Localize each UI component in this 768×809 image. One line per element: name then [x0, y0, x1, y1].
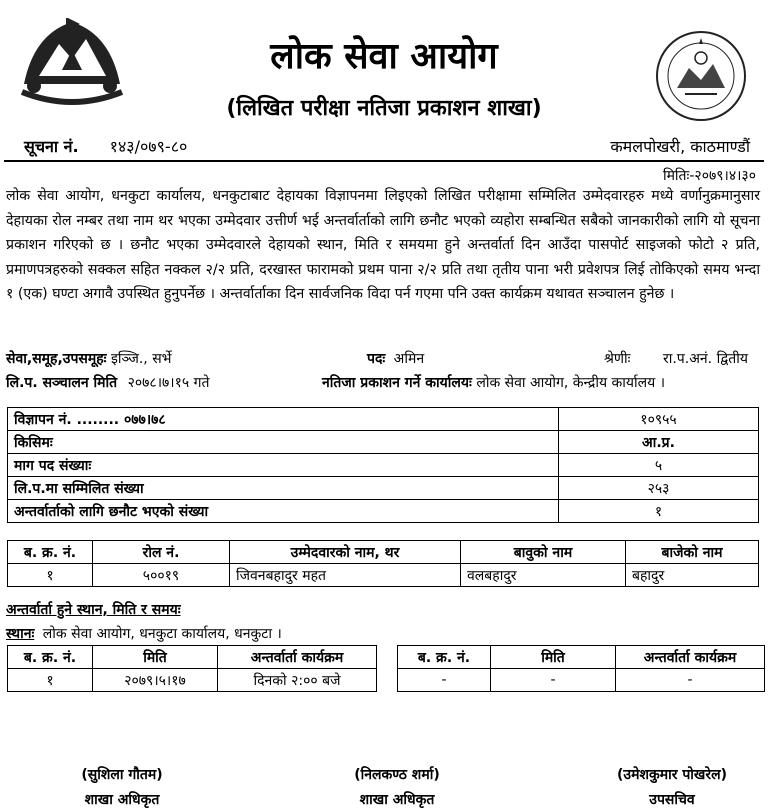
col-header: ब. क्र. नं. — [8, 646, 93, 669]
service-label: सेवा,समूह,उपसमूहः — [6, 351, 107, 367]
exam-date-value: २०७८।७।१५ गते — [127, 375, 210, 391]
cell-serial: १ — [8, 564, 93, 587]
signatory-title: शाखा अधिकृत — [84, 792, 160, 808]
signatory-name: (सुशिला गौतम) — [81, 767, 163, 783]
summary-value: १ — [559, 500, 759, 523]
table-header-row — [398, 646, 765, 669]
signatory-name: (उमेशकुमार पोखरेल) — [617, 767, 727, 783]
cell-serial: - — [398, 669, 491, 692]
post-value: अमिन — [393, 351, 425, 367]
cell-father-name: वलबहादुर — [461, 564, 626, 587]
col-header: ब. क्र. नं. — [398, 646, 491, 669]
col-header: मिति — [491, 646, 616, 669]
post — [367, 349, 424, 368]
cell-serial: १ — [8, 669, 93, 692]
cell-grandfather-name: बहादुर — [626, 564, 759, 587]
table-row — [8, 669, 377, 692]
cell-date: २०७९।५।१७ — [93, 669, 218, 692]
table-row — [398, 669, 765, 692]
page-subtitle: (लिखित परीक्षा नतिजा प्रकाशन शाखा) — [226, 96, 542, 121]
notice-value: १४३/०७९-८० — [109, 137, 188, 156]
cell-roll: ५००१९ — [93, 564, 230, 587]
summary-value: १०९५५ — [559, 408, 759, 431]
col-header: उम्मेदवारको नाम, थर — [230, 541, 461, 564]
signatory-title: शाखा अधिकृत — [359, 792, 435, 808]
summary-label: लि.प.मा सम्मिलित संख्या — [8, 477, 559, 500]
page-title: लोक सेवा आयोग — [270, 36, 498, 77]
summary-label: अन्तर्वार्ताको लागि छनौट भएको संख्या — [8, 500, 559, 523]
summary-label: माग पद संख्याः — [8, 454, 559, 477]
signature-block — [297, 765, 497, 809]
summary-value: आ.प्र. — [559, 431, 759, 454]
cell-date: - — [491, 669, 616, 692]
office-value: लोक सेवा आयोग, केन्द्रीय कार्यालय । — [476, 375, 666, 391]
col-header: अन्तर्वार्ता कार्यक्रम — [616, 646, 765, 669]
table-row — [8, 500, 759, 523]
col-header: अन्तर्वार्ता कार्यक्रम — [218, 646, 377, 669]
table-row — [8, 431, 759, 454]
office-label: नतिजा प्रकाशन गर्ने कार्यालयः — [322, 375, 472, 391]
cell-schedule: दिनको २:०० बजे — [218, 669, 377, 692]
table-row — [8, 477, 759, 500]
col-header: बाजेको नाम — [626, 541, 759, 564]
service-value: इञ्जि., सर्भे — [110, 351, 172, 367]
col-header: मिति — [93, 646, 218, 669]
table-row — [8, 408, 759, 431]
interview-table-left — [7, 645, 377, 692]
col-header: ब. क्र. नं. — [8, 541, 93, 564]
notice-number — [24, 135, 187, 157]
notice-label: सूचना नं. — [24, 137, 79, 156]
interview-table-right — [397, 645, 765, 692]
col-header: रोल नं. — [93, 541, 230, 564]
summary-value: ५ — [559, 454, 759, 477]
table-header-row — [8, 646, 377, 669]
exam-date — [6, 373, 209, 392]
signatory-title: उपसचिव — [649, 792, 695, 808]
table-row — [8, 564, 759, 587]
cell-candidate-name: जिवनबहादुर महत — [230, 564, 461, 587]
exam-date-label: लि.प. सञ्चालन मिति — [6, 375, 118, 391]
place-text: कमलपोखरी, काठमाण्डौं — [610, 137, 750, 156]
cell-schedule: - — [616, 669, 765, 692]
signatory-name: (निलकण्ठ शर्मा) — [354, 767, 440, 783]
summary-label: विज्ञापन नं. ........ ०७७।७८ — [8, 408, 559, 431]
service-group — [6, 349, 172, 368]
interview-heading: अन्तर्वार्ता हुने स्थान, मिति र समयः — [6, 602, 181, 618]
summary-value: २५३ — [559, 477, 759, 500]
col-header: बावुको नाम — [461, 541, 626, 564]
table-row — [8, 454, 759, 477]
location-value: लोक सेवा आयोग, धनकुटा कार्यालय, धनकुटा । — [42, 626, 282, 642]
result-office — [322, 373, 665, 392]
table-header-row — [8, 541, 759, 564]
notice-date: मितिः-२०७९।४।३० — [662, 168, 756, 184]
notice-paragraph: लोक सेवा आयोग, धनकुटा कार्यालय, धनकुटाबाट देहायका विज्ञापनमा लिइएको लिखित परीक्षामा सम्मिलित उम्मेदवारहरु मध्ये वर्णानुक्रमानुसार देहायका रोल नम्बर तथा नाम थर भएका उम्मेदवार उत्तीर्ण भई अन्तर्वार्ताको लागि छनौट भएको व्यहोरा सम्बन्धित सबैको जानकारीको लागि यो सूचना प्रकाशन गरिएको छ । छनौट भएका उम्मेदवारले देहायको स्थान, मिति र समयमा हुने अन्तर्वार्ता दिन आउँदा पासपोर्ट साइजको फोटो २ प्रति, प्रमाणपत्रहरुको सक्कल सहित नक्कल २/२ प्रति, दरखास्त फारामको प्रथम पाना २/२ प्रति तथा तृतीय पाना भरी प्रवेशपत्र लिई तोकिएको समय भन्दा १ (एक) घण्टा अगावै उपस्थित हुनुपर्नेछ । अन्तर्वार्ताका दिन सार्वजनिक विदा पर्न गएमा पनि उक्त कार्यक्रम यथावत सञ्चालन हुनेछ । — [6, 188, 760, 302]
summary-table — [7, 407, 759, 523]
signature-block — [572, 765, 768, 809]
summary-label: किसिमः — [8, 431, 559, 454]
class-label: श्रेणीः — [604, 351, 631, 367]
interview-location — [6, 624, 282, 643]
header-divider — [4, 160, 764, 162]
post-label: पदः — [367, 351, 386, 367]
results-table — [7, 540, 759, 587]
location-label: स्थानः — [6, 626, 35, 642]
class-value: रा.प.अनं. द्वितीय — [663, 351, 748, 367]
signature-block — [22, 765, 222, 809]
